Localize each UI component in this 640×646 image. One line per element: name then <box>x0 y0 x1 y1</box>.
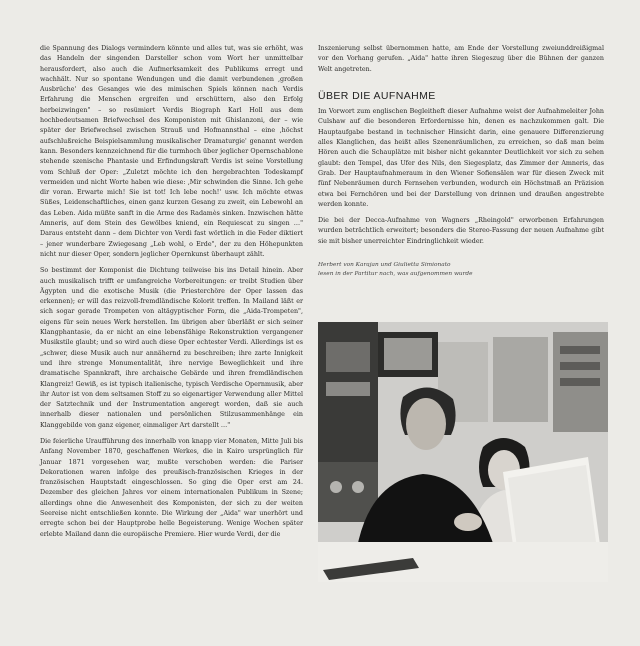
recording-paragraph-2: Die bei der Decca-Aufnahme von Wagners „Rheingold" erworbenen Erfahrungen wurden beträchtlich erweitert; besonders die Stereo-Fassung der neuen Aufnahme gibt sie mit bisher unerreichter Eindringlichkeit wieder. <box>318 217 604 245</box>
recording-paragraph-1: Im Vorwort zum englischen Begleitheft dieser Aufnahme weist der Aufnahmeleiter John Culshaw auf die besonderen Erfordernisse hin, denen es nachzukommen galt. Die Hauptaufgabe bestand in technischer Hinsicht darin, eine genauere Differenzierung alles Klanglichen, das heißt alles Szenenräumlichen, zu erreichen, so daß man beim Hören auch die Schauplätze mit bisher nicht gekannter Deutlichkeit vor sich zu sehen glaubt: den Tempel, das Ufer des Nils, den Siegesplatz, das Zimmer der Amneris, das Grab. Der Hauptaufnahmeraum in den Wiener Sofiensälen war für diesen Zweck mit fünf Nebenräumen durch Fernsehen verbunden, wodurch ein Höchstmaß an Präzision etwa bei Fernchören und bei der Darstellung von drinnen und draußen angestrebte werden konnte. <box>318 108 604 208</box>
section-heading: ÜBER DIE AUFNAHME <box>318 89 436 102</box>
left-paragraph-3: Die feierliche Uraufführung des innerhalb von knapp vier Monaten, Mitte Juli bis Anfang November 1870, geschaffenen Werkes, die in Kairo ursprünglich für Januar 1871 vorgesehen war, mußte verschoben werden: die Pariser Dekorationen waren infolge des preußisch-französischen Krieges in der französischen Hauptstadt eingeschlossen. So ging die Oper erst am 24. Dezember des gleichen Jahres vor einem internationalen Publikum in Szene; allerdings ohne die Anwesenheit des Komponisten, der sich zu der weiten Seereise nicht entschließen konnte. Die Wirkung der „Aida" war unerhört und erregte schon bei der Hauptprobe helle Begeisterung. Wenige Wochen später erlebte Mailand dann die europäische Premiere. Hier wurde Verdi, der die <box>40 437 303 538</box>
left-paragraph-1: die Spannung des Dialogs vermindern könnte und alles tut, was sie erhöht, was das Handeln der singenden Darsteller schon vom Wort her unmittelbar herausfordert, also auch die Aufmerksamkeit des Publikums erregt und wachhält. Nur so spontane Wendungen und die damit verbundenen ‚großen Ausbrüche' des Gesanges wie des mimischen Spiels können nach Verdis Erfahrung die Menschen ergreifen und erschüttern, also den Erfolg herbeizwingen" – so resümiert Verdis Biograph Karl Holl aus dem hochbedeutsamen Briefwechsel des Komponisten mit Ghislanzoni, der – wie später der Briefwechsel zwischen Strauß und Hofmannsthal – eine ‚höchst aufschlußreiche Beispielsammlung musikalischer Dramaturgie' genannt werden kann. Besonders kennzeichnend für die turmhoch über jeglicher Opernschablone stehende szenische Phantasie und Erfindungskraft Verdis ist seine Vorstellung vom Schluß der Oper: „Zuletzt möchte ich den hergebrachten Todeskampf vermeiden und nicht Worte haben wie diese: ‚Mir schwinden die Sinne. Ich gehe dir voran. Erwarte mich! Sie ist tot! Ich lebe noch!' usw. Ich möchte etwas Süßes, Leidenschaftliches, einen ganz kurzen Gesang zu zweit, ein Lebewohl an das Leben. Aida müßte sanft in die Arme des Radamès sinken. Inzwischen hätte Amneris, auf dem Stein des Gewölbes kniend, ein Requiescat zu singen …" Daraus entsteht dann – dem Dichter von Verdi fast wörtlich in die Feder diktiert – jener wunderbare Zwiegesang „Leb wohl, o Erde", der zu den Höhepunkten nicht nur dieser Oper, sondern jeglicher Opernkunst überhaupt zählt. <box>40 45 303 258</box>
left-paragraph-2: So bestimmt der Komponist die Dichtung teilweise bis ins Detail hinein. Aber auch musikalisch trifft er umfangreiche Vorbereitungen: er treibt Studien über Ägypten und die exotische Musik (die Priesterchöre der Oper lassen das erkennen); er will das reizvoll-fremdländische Kolorit treffen. In Mailand läßt er sich sogar gerade Trompeten von altägyptischer Form, die „Aida-Trompeten", eigens für sein neues Werk herstellen. Im übrigen aber überläßt er sich seiner Klangphantasie, da er nicht an eine lebensfähige Rekonstruktion vergangener Musikstile glaubt; und so wird auch diese Oper echtester Verdi. Allerdings ist es „schwer, diese Musik auch nur annähernd zu beschreiben; ihre zarte Innigkeit und ihre strenge Monumentalität, ihre nervige Beweglichkeit und ihre dramatische Spannkraft, ihre archaische Gebärde und ihren fremdländischen Klangreiz! Gewiß, es ist typisch italienische, typisch Verdische Opernmusik, aber ihr Autor ist von dem seltsamen Stoff zu so eigenartiger Verwendung aller Mittel der Satztechnik und der Instrumentation angeregt worden, daß sie auch innerhalb dieser nationalen und persönlichen Stilzusammenhänge ein Klanggebilde von ganz eigener, einmaliger Art darstellt …" <box>40 267 303 429</box>
right-intro-paragraph: Inszenierung selbst übernommen hatte, am Ende der Vorstellung zweiunddreißigmal vor den Vorhang gerufen. „Aida" hatte ihren Siegeszug über die Bühnen der ganzen Welt angetreten. <box>318 45 604 73</box>
left-text-column <box>40 44 303 540</box>
photo-caption <box>318 261 604 278</box>
photo-illustration <box>318 322 608 582</box>
photo-caption-line-2: lesen in der Partitur nach, was aufgenommen wurde <box>318 270 473 277</box>
right-text-column <box>318 44 604 278</box>
recording-session-photo <box>318 322 608 582</box>
photo-caption-line-1: Herbert von Karajan und Giulietta Simionato <box>318 262 451 269</box>
